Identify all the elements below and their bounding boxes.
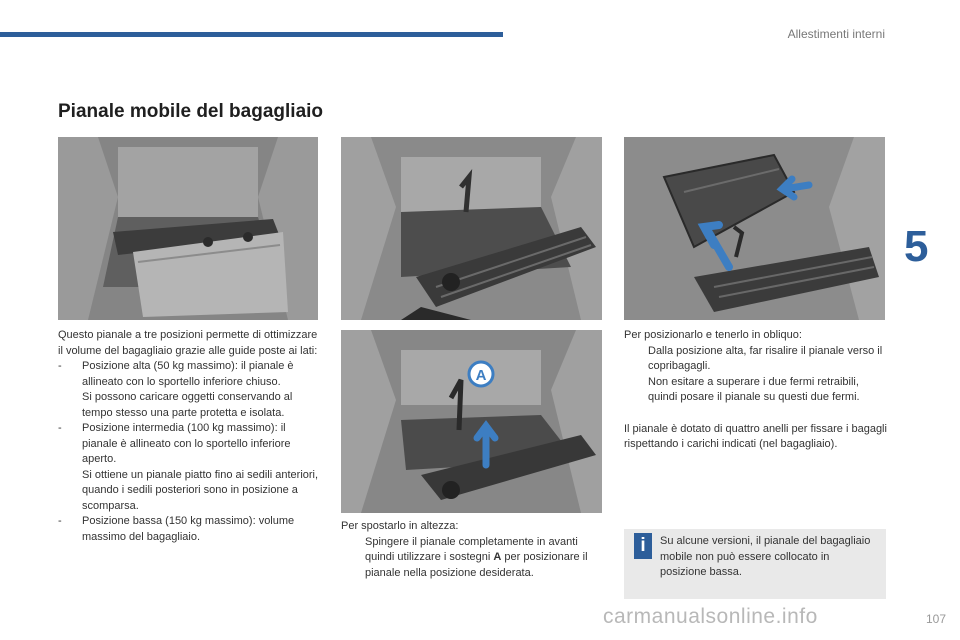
page-number: 107	[925, 612, 946, 626]
header-accent-bar	[0, 32, 503, 37]
list-item: Spingere il pianale completamente in avanti quindi utilizzare i sostegni A per posizionare il pianale nella posizione desiderata.	[365, 535, 588, 579]
figure-oblique-position	[624, 137, 885, 320]
list-item: - Posizione alta (50 kg massimo): il pianale è allineato con lo sportello inferiore chiuso. Si possono caricare oggetti conservando al tempo stesso una parte protetta e isolata.	[58, 360, 294, 419]
list-item: Dalla posizione alta, far risalire il pianale verso il copribagagli.	[648, 344, 883, 372]
figure-supports-a	[341, 330, 602, 513]
right-note: Il pianale è dotato di quattro anelli per fissare i bagagli rispettando i carichi indicati (nel bagagliaio).	[624, 422, 887, 450]
figure-high-position	[58, 137, 318, 320]
callout-a-label: A	[475, 367, 487, 384]
middle-intro: Per spostarlo in altezza:	[341, 520, 459, 532]
info-box	[624, 529, 886, 599]
list-item: - Posizione bassa (150 kg massimo): volume massimo del bagagliaio.	[58, 515, 295, 543]
section-title: Allestimenti interni	[787, 27, 885, 41]
right-intro: Per posizionarlo e tenerlo in obliquo:	[624, 329, 802, 341]
middle-column-text	[341, 519, 603, 581]
support-a-ref: A	[493, 551, 502, 563]
chapter-number: 5	[904, 222, 929, 271]
list-marker: -	[58, 515, 62, 527]
left-column-text	[58, 328, 320, 545]
list-item: - Posizione intermedia (100 kg massimo): il pianale è allineato con lo sportello inferiore aperto. Si ottiene un pianale piatto fino ai sedili anteriori, quando i sedili posteriori sono in posizione a scomparsa.	[58, 422, 319, 512]
info-icon: i	[634, 533, 652, 559]
list-item: Non esitare a superare i due fermi retraibili, quindi posare il pianale su questi due fermi.	[648, 375, 860, 403]
watermark: carmanualsonline.info	[603, 605, 818, 628]
list-marker: -	[58, 422, 62, 434]
left-intro: Questo pianale a tre posizioni permette di ottimizzare il volume del bagagliaio grazie alle guide poste ai lati:	[58, 329, 318, 357]
page-title: Pianale mobile del bagagliaio	[58, 101, 324, 122]
info-text: Su alcune versioni, il pianale del bagagliaio mobile non può essere collocato in posizione bassa.	[660, 535, 871, 578]
figure-intermediate-position	[341, 137, 602, 320]
right-column-text	[624, 328, 890, 453]
list-marker: -	[58, 360, 62, 372]
